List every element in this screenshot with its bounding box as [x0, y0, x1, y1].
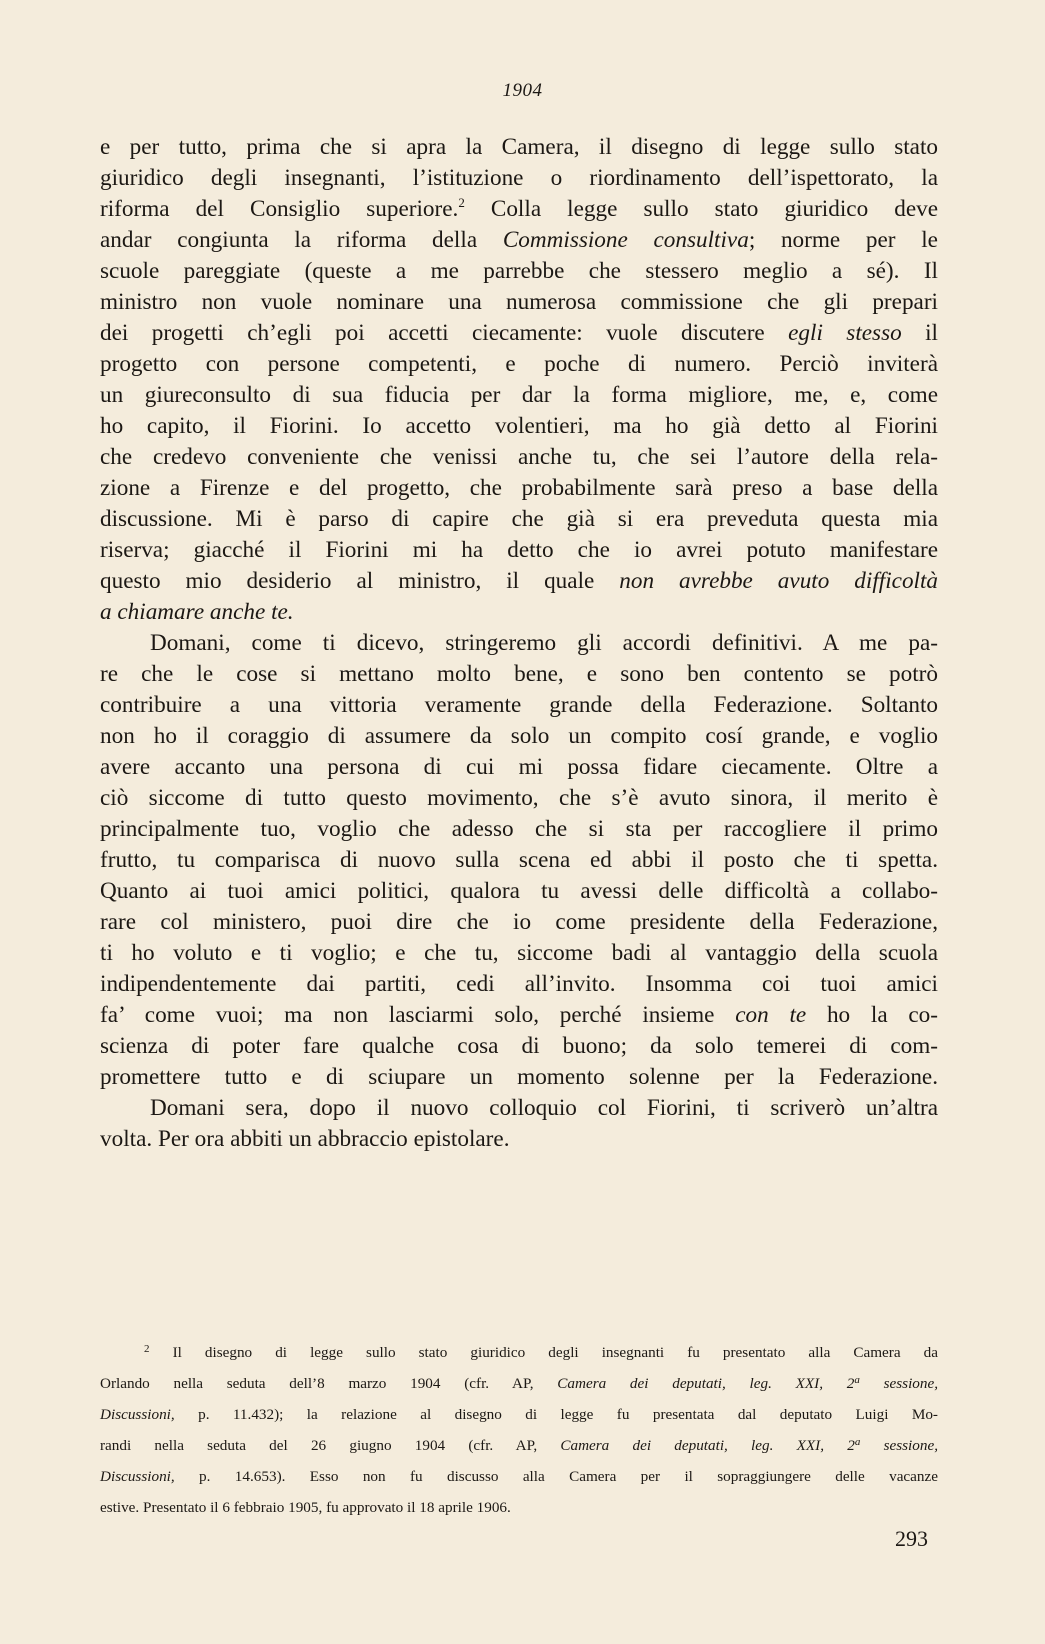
text-line: avere accanto una persona di cui mi possa fidare ciecamente. Oltre a — [100, 754, 938, 780]
text-line: rare col ministero, puoi dire che io come presidente della Federazione, — [100, 909, 938, 935]
text-line: scuole pareggiate (queste a me parrebbe che stessero meglio a sé). Il — [100, 258, 938, 284]
text-line: Quanto ai tuoi amici politici, qualora tu avessi delle difficoltà a collabo- — [100, 878, 938, 904]
text-line: questo mio desiderio al ministro, il quale non avrebbe avuto difficoltà — [100, 568, 939, 594]
page-number: 293 — [895, 1526, 928, 1551]
text-line: ciò siccome di tutto questo movimento, che s’è avuto sinora, il merito è — [100, 785, 938, 811]
text-line: scienza di poter fare qualche cosa di buono; da solo temerei di com- — [100, 1033, 938, 1059]
text-line: dei progetti ch’egli poi accetti ciecamente: vuole discutere egli stesso il — [100, 320, 938, 346]
text-line: frutto, tu comparisca di nuovo sulla scena ed abbi il posto che ti spetta. — [100, 847, 938, 873]
footnote-reference[interactable]: 2 — [458, 195, 465, 210]
letter-body — [100, 132, 938, 1155]
italic-emphasis: con te — [735, 1002, 807, 1028]
italic-emphasis: Commissione consultiva — [502, 227, 749, 253]
text-line: non ho il coraggio di assumere da solo un compito cosí grande, e voglio — [100, 723, 938, 749]
text-line: ho capito, il Fiorini. Io accetto volentieri, ma ho già detto al Fiorini — [100, 413, 938, 439]
text-line: giuridico degli insegnanti, l’istituzione o riordinamento dell’ispettorato, la — [100, 165, 938, 191]
text-line: un giureconsulto di sua fiducia per dar la forma migliore, me, e, come — [100, 382, 938, 408]
footnote-line: $^2$ Il disegno di legge sullo stato giuridico degli insegnanti fu presentato alla Camera da — [144, 1343, 938, 1361]
text-line: discussione. Mi è parso di capire che già si era preveduta questa mia — [100, 506, 938, 532]
text-line: e per tutto, prima che si apra la Camera, il disegno di legge sullo stato — [100, 134, 938, 160]
running-head: 1904 — [502, 80, 543, 101]
footnote-line: estive. Presentato il 6 febbraio 1905, fu approvato il 18 aprile 1906. — [100, 1499, 511, 1516]
text-line: volta. Per ora abbiti un abbraccio epistolare. — [100, 1126, 510, 1152]
text-line: re che le cose si mettano molto bene, e sono ben contento se potrò — [100, 661, 938, 687]
footnote-mark: 2 — [144, 1343, 150, 1355]
footnote-line: Orlando nella seduta dell’8 marzo 1904 (cfr. AP, Camera dei deputati, leg. XXI, 2$^a$ sessione, — [100, 1374, 939, 1392]
italic-emphasis: non avrebbe avuto difficoltà — [619, 568, 939, 594]
text-line: zione a Firenze e del progetto, che probabilmente sarà preso a base della — [100, 475, 938, 501]
text-line: ti ho voluto e ti voglio; e che tu, siccome badi al vantaggio della scuola — [100, 940, 938, 966]
text-line: fa’ come vuoi; ma non lasciarmi solo, perché insieme con te ho la co- — [100, 1002, 939, 1028]
text-line: indipendentemente dai partiti, cedi all’invito. Insomma coi tuoi amici — [100, 971, 938, 997]
text-line: andar congiunta la riforma della Commissione consultiva; norme per le — [100, 227, 938, 253]
text-line: ministro non vuole nominare una numerosa commissione che gli prepari — [100, 289, 938, 315]
text-line: riforma del Consiglio superiore.$^2$ Colla legge sullo stato giuridico deve — [100, 195, 939, 222]
text-line: a chiamare anche te. — [100, 599, 294, 625]
text-line: promettere tutto e di sciupare un momento solenne per la Federazione. — [100, 1064, 938, 1090]
footnote-line: randi nella seduta del 26 giugno 1904 (cfr. AP, Camera dei deputati, leg. XXI, 2$^a$ sessione, — [100, 1436, 938, 1454]
text-line: contribuire a una vittoria veramente grande della Federazione. Soltanto — [100, 692, 938, 718]
footnote — [100, 1344, 938, 1530]
paragraph-start-line: Domani sera, dopo il nuovo colloquio col Fiorini, ti scriverò un’altra — [150, 1095, 938, 1121]
text-line: progetto con persone competenti, e poche di numero. Perciò inviterà — [100, 351, 938, 377]
footnote-line: Discussioni, p. 14.653). Esso non fu discusso alla Camera per il sopraggiungere delle vacanze — [100, 1468, 938, 1485]
text-line: riserva; giacché il Fiorini mi ha detto che io avrei potuto manifestare — [100, 537, 938, 563]
text-line: che credevo conveniente che venissi anche tu, che sei l’autore della rela- — [100, 444, 938, 470]
italic-emphasis: egli stesso — [788, 320, 902, 346]
paragraph-start-line: Domani, come ti dicevo, stringeremo gli accordi definitivi. A me pa- — [150, 630, 938, 656]
footnote-line: Discussioni, p. 11.432); la relazione al disegno di legge fu presentata dal deputato Luigi Mo- — [100, 1406, 938, 1423]
text-line: principalmente tuo, voglio che adesso che si sta per raccogliere il primo — [100, 816, 938, 842]
